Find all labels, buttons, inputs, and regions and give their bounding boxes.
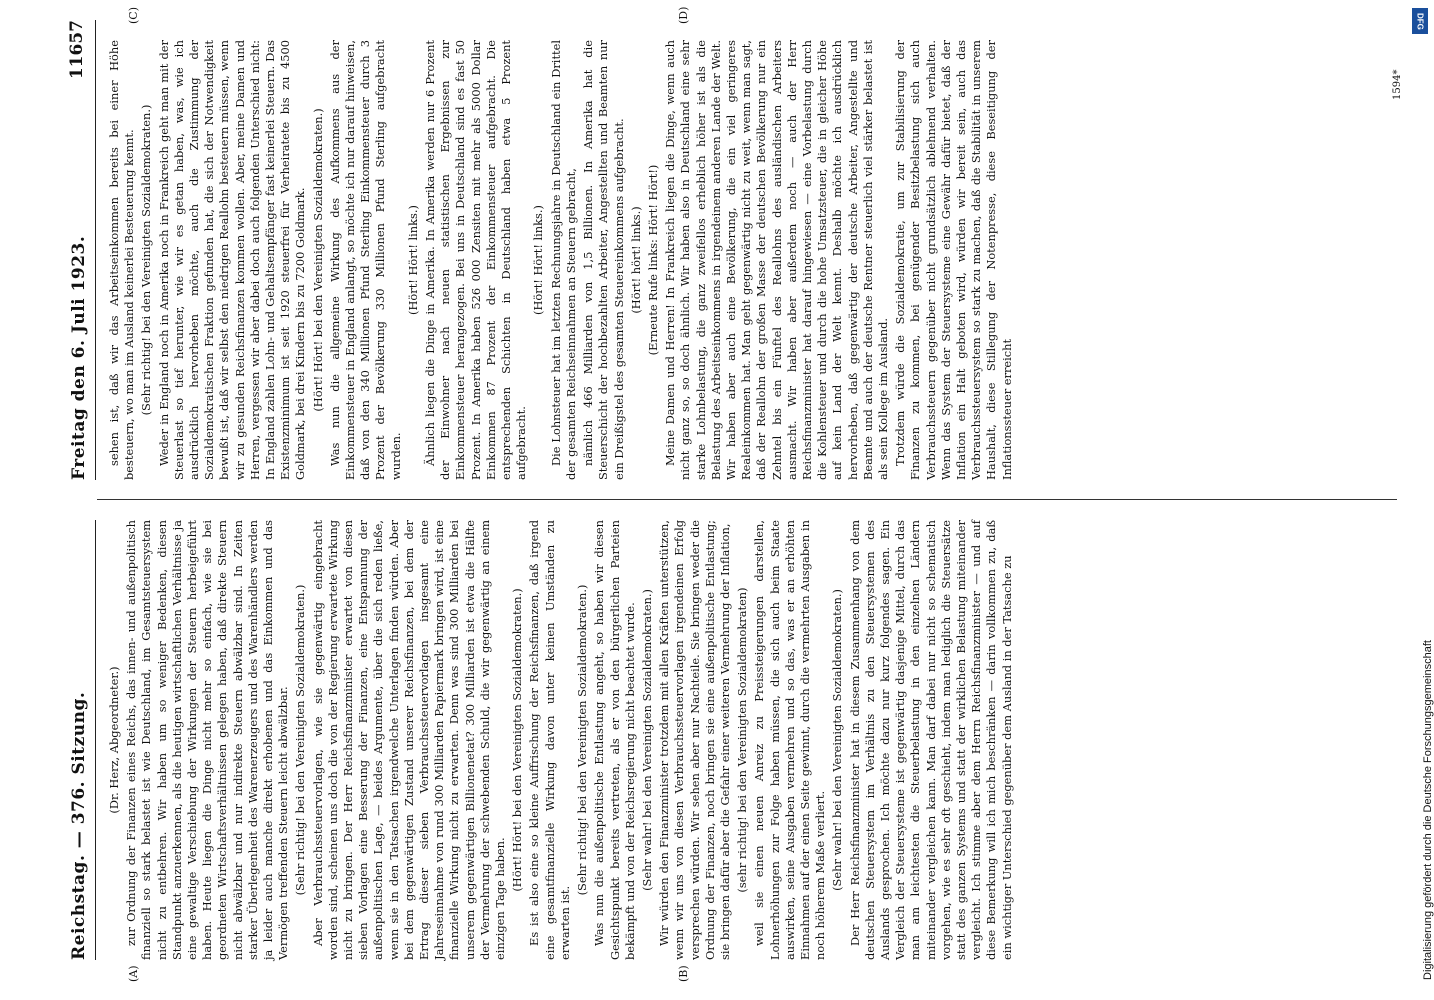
- page-footer-mark: 1594*: [1392, 69, 1403, 100]
- right-paragraph: (Sehr richtig! bei den Vereinigten Sozialdemokraten.): [139, 104, 154, 416]
- header-right-title: Freitag den 6. Juli 1923.: [69, 235, 89, 480]
- left-paragraph: Es ist also eine so kleine Auffrischung der Reichsfinanzen, daß irgend eine gesamtfinanzielle Wirkung davon unter keinen Umständen zu erwarten ist.: [527, 520, 572, 960]
- left-paragraph: (Sehr wahr! bei den Vereinigten Sozialdemokraten.): [830, 589, 845, 891]
- right-paragraph: (Hört! Hört! links.): [531, 205, 546, 315]
- left-paragraph: Der Herr Reichsfinanzminister hat in diesem Zusammenhang von dem deutschen Steuersystem im Verhältnis zu den Steuersystemen des Auslands gesprochen. Ich möchte dazu nur kurz folgendes sagen. Ein Vergleich der Steuersysteme ist gegenwärtig dasjenige Mittel, durch das man am leichtesten die Steuerbelastung in den einzelnen Ländern miteinander vergleichen kann. Man darf dabei nur nicht so schematisch vorgehen, wie es sehr oft geschieht, indem man lediglich die Steuersätze statt des ganzen Systems und statt der wirklichen Belastung miteinander vergleicht. Ich stimme aber dem Herrn Reichsfinanzminister — und auf diese Bemerkung will ich mich beschränken — darin vollkommen zu, daß ein wichtiger Unterschied gegenüber dem Ausland in der Tatsache zu: [847, 520, 1014, 960]
- left-paragraph: weil sie einen neuen Anreiz zu Preissteigerungen darstellen, Lohnerhöhungen zur Folge haben müssen, die sich auch beim Staate auswirken, seine Ausgaben vermehren und so das, was er an erhöhten Einnahmen auf der einen Seite gewinnt, durch die vermehrten Ausgaben in noch höherem Maße verliert.: [752, 520, 828, 960]
- left-paragraph: Wir würden den Finanzminister trotzdem mit allen Kräften unterstützen, wenn wir uns von diesen Verbrauchssteuervorlagen irgendeinen Erfolg versprechen würden. Wir sehen aber nur Nachteile. Sie bringen weder die Ordnung der Finanzen, noch bringen sie eine außenpolitische Entlastung; sie bringen dafür aber die Gefahr einer weiteren Vermehrung der Inflation,: [657, 520, 732, 960]
- column-left: [107, 520, 1017, 960]
- right-paragraph: Weder in England noch in Amerika noch in Frankreich geht man mit der Steuerlast so tief herunter, wie wir es getan haben, was, wie ich ausdrücklich hervorheben möchte, auch die Zustimmung der Sozialdemokratischen Fraktion gefunden hat, die sich der Notwendigkeit bewußt ist, daß wir selbst den niedrigen Reallohn besteuern müssen, wenn wir zu gesunden Reichsfinanzen kommen wollen. Aber, meine Damen und Herren, vergessen wir aber dabei doch auch folgenden Unterschied nicht: In England zahlen Lohn- und Gehaltsempfänger fast keinerlei Steuern. Das Existenzminimum ist seit 1920 steuerfrei für Verheiratete bis zu 4500 Goldmark, bei drei Kindern bis zu 7200 Goldmark.: [156, 40, 308, 480]
- right-paragraph: Ähnlich liegen die Dinge in Amerika. In Amerika werden nur 6 Prozent der Einwohner nach neuen statistischen Ergebnissen zur Einkommensteuer herangezogen. Bei uns in Deutschland sind es fast 50 Prozent. In Amerika haben 526 000 Zensiten mit mehr als 5000 Dollar Einkommen 87 Prozent der Einkommensteuer aufgebracht. Die entsprechenden Schichten in Deutschland haben etwa 5 Prozent aufgebracht.: [423, 40, 529, 480]
- right-paragraph: (Erneute Rufe links: Hört! Hört!): [645, 164, 660, 356]
- right-paragraph: Die Lohnsteuer hat im letzten Rechnungsjahre in Deutschland ein Drittel der gesamten Reichseinnahmen an Steuern gebracht,: [548, 40, 578, 480]
- marker-b: (B): [677, 965, 690, 982]
- page-header-left: [65, 520, 96, 960]
- left-paragraph: (Sehr wahr! bei den Vereinigten Sozialdemokraten.): [639, 589, 654, 891]
- right-paragraph: (Hört! Hört! bei den Vereinigten Sozialdemokraten.): [310, 108, 325, 412]
- rotated-page: [57, 0, 1417, 1000]
- column-right: [107, 40, 1017, 480]
- digitization-credit: [1398, 0, 1434, 1000]
- credit-text: Digitalisierung gefördert durch die Deutsche Forschungsgemeinschaft: [1422, 640, 1434, 980]
- right-paragraph: (Hört! Hört! links.): [405, 205, 420, 315]
- left-paragraph: (Hört! Hört! bei den Vereinigten Sozialdemokraten.): [510, 588, 525, 892]
- right-paragraph: Trotzdem würde die Sozialdemokratie, um zur Stabilisierung der Finanzen zu kommen, bei genügender Besitzbelastung sich auch Verbrauchssteuern gegenüber nicht grundsätzlich ablehnend verhalten. Wenn das System der Steuersysteme eine Gewähr dafür bietet, daß der Inflation ein Halt geboten wird, würden wir bereit sein, auch das Verbrauchssteuersystem so stark zu machen, daß die Stabilität in unserem Haushalt, diese Stillegung der Notenpresse, diese Beseitigung der Inflationssteuer erreicht: [893, 40, 1014, 480]
- right-paragraph: Meine Damen und Herren! In Frankreich liegen die Dinge, wenn auch nicht ganz so, so doch ähnlich. Wir haben also in Deutschland eine sehr starke Lohnbelastung, die ganz zweifellos erheblich höher ist als die Belastung des Arbeitseinkommens in irgendeinem anderen Lande der Welt. Wir haben aber auch eine Bevölkerung, die ein viel geringeres Realeinkommen hat. Man geht gegenwärtig nicht zu weit, wenn man sagt, daß der Reallohn der großen Masse der deutschen Bevölkerung nur ein Zehntel bis ein Fünftel des Reallohns des ausländischen Arbeiters ausmacht. Wir haben aber außerdem noch — auch der Herr Reichsfinanzminister hat darauf hingewiesen — eine Vorbelastung durch die Kohlensteuer und durch die hohe Umsatzsteuer, die in gleicher Höhe auf kein Land der Welt kennt. Deshalb möchte ich ausdrücklich hervorheben, daß gegenwärtig der deutsche Arbeiter, Angestellte und Beamte und auch der deutsche Rentner steuerlich viel stärker belastet ist als sein Kollege im Ausland.: [663, 40, 890, 480]
- left-paragraph: (Dr. Herz, Abgeordneter.): [107, 666, 121, 814]
- right-paragraph: sehen ist, daß wir das Arbeitseinkommen bereits bei einer Höhe besteuern, wo man im Ausland keinerlei Besteuerung kennt.: [107, 40, 137, 480]
- page-number: 11657: [67, 20, 87, 80]
- right-paragraph: Was nun die allgemeine Wirkung des Aufkommens aus der Einkommensteuer in England anlangt, so möchte ich nur darauf hinweisen, daß von den 340 Millionen Pfund Sterling Einkommensteuer durch 3 Prozent der Bevölkerung 330 Millionen Pfund Sterling aufgebracht wurden.: [327, 40, 403, 480]
- column-divider: [97, 499, 1397, 500]
- right-paragraph: (Hört! hört! links.): [628, 206, 643, 314]
- left-paragraph: (Sehr richtig! bei den Vereinigten Sozialdemokraten.): [293, 584, 308, 896]
- left-paragraph: zur Ordnung der Finanzen eines Reichs, das innen- und außenpolitisch finanziell so stark belastet ist wie Deutschland, im Gesamtsteuersystem nicht zu entbehren. Wir haben um so weniger Bedenken, diesen Standpunkt anzuerkennen, als die heutigen wirtschaftlichen Verhältnisse ja eine gewaltige Verschiebung der Wirkungen der Steuern herbeigeführt haben. Heute liegen die Dinge nicht mehr so einfach, wie sie bei geordneten Wirtschaftsverhältnissen gelegen haben, daß direkte Steuern nicht abwälzbar und nur indirekte Steuern abwälzbar sind. In Zeiten starker Überlegenheit des Warenerzeugers und des Warenhändlers werden ja leider auch manche direkt erhobenen und das Einkommen und das Vermögen treffenden Steuern leicht abwälzbar.: [124, 520, 291, 960]
- left-paragraph: (sehr richtig! bei den Vereinigten Sozialdemokraten): [735, 587, 750, 893]
- left-paragraph: Aber Verbrauchssteuervorlagen, wie sie gegenwärtig eingebracht worden sind, scheinen uns doch die von der Regierung erwartete Wirkung nicht zu bringen. Der Herr Reichsfinanzminister erwartet von diesen sieben Vorlagen eine Besserung der Finanzen, eine Entspannung der außenpolitischen Lage, — beides Argumente, über die sich reden ließe, wenn sie in den Tatsachen irgendwelche Unterlagen finden würden. Aber bei dem gegenwärtigen Zustand unserer Reichsfinanzen, bei dem der Ertrag dieser sieben Verbrauchssteuervorlagen insgesamt eine Jahreseinnahme von rund 300 Milliarden Papiermark bringen wird, ist eine finanzielle Wirkung nicht zu erwarten. Denn was sind 300 Milliarden bei unserem gegenwärtigen Billionenetat? 300 Milliarden ist etwa die Hälfte der Vermehrung der schwebenden Schuld, die wir gegenwärtig an einem einzigen Tage haben.: [310, 520, 508, 960]
- header-left-title: Reichstag. — 376. Sitzung.: [69, 691, 89, 960]
- marker-a: (A): [127, 965, 140, 982]
- marker-d: (D): [677, 6, 690, 24]
- dfg-logo: DFG: [1412, 8, 1428, 34]
- right-paragraph: nämlich 466 Milliarden von 1,5 Billionen. In Amerika hat die Steuerschicht der hochbezahlten Arbeiter, Angestellten und Beamten nur ein Dreißigstel des gesamten Steuereinkommens aufgebracht.: [581, 40, 626, 480]
- marker-c: (C): [127, 7, 140, 24]
- left-paragraph: (Sehr richtig! bei den Vereinigten Sozialdemokraten.): [575, 584, 590, 896]
- page-header-right: [65, 20, 96, 480]
- left-paragraph: Was nun die außenpolitische Entlastung angeht, so haben wir diesen Gesichtspunkt bereits vertreten, als er von den bürgerlichen Parteien bekämpft und von der Reichsregierung nicht beachtet wurde.: [592, 520, 637, 960]
